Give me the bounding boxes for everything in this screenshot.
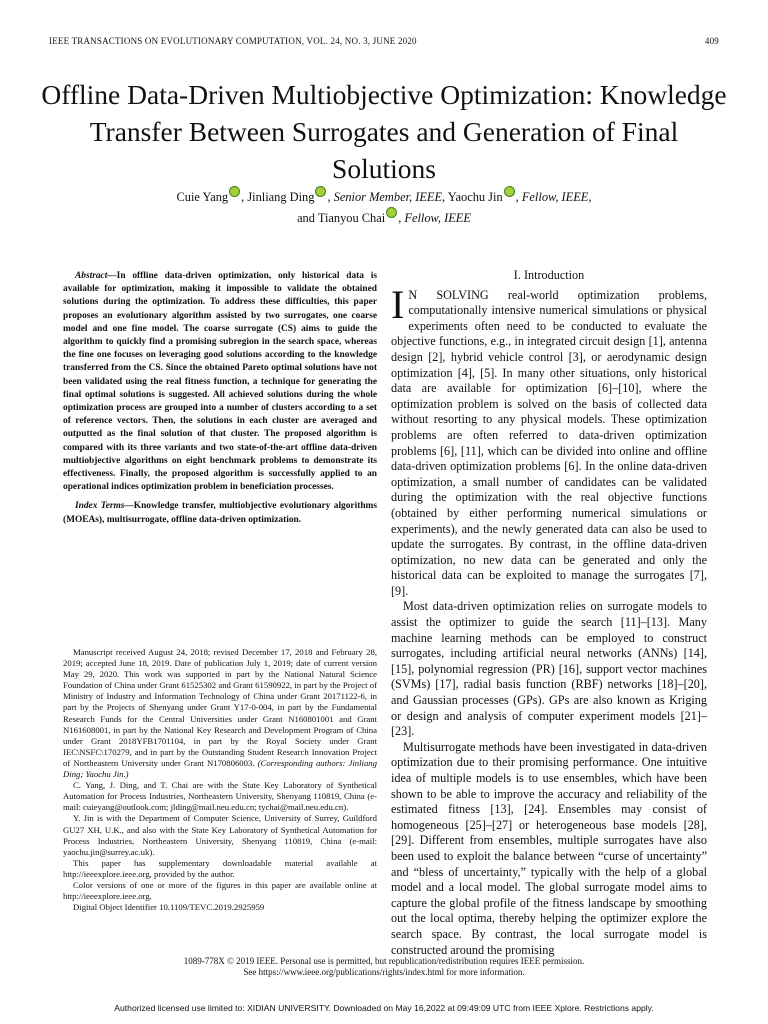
orcid-icon[interactable] xyxy=(229,186,240,197)
author-name: Cuie Yang xyxy=(176,190,229,204)
author-role: Fellow, IEEE xyxy=(521,190,589,204)
abstract xyxy=(63,270,377,494)
author-name: Yaochu Jin xyxy=(447,190,503,204)
footnote-doi: Digital Object Identifier 10.1109/TEVC.2019.2925959 xyxy=(73,902,265,913)
footnote-supplementary: This paper has supplementary downloadable material available at http://ieeexplore.ieee.org, provided by the author. xyxy=(63,857,377,879)
corresponding-authors: (Corresponding authors: Jinliang Ding; Yaochu Jin.) xyxy=(63,757,377,780)
orcid-icon[interactable] xyxy=(315,186,326,197)
paragraph-text: N SOLVING real-world optimization problems, computationally intensive numerical simulations or physical experiments often need to be conducted to evaluate the objective functions, e.g., in integrated circuit design [1], antenna design [2], hybrid vehicle control [3], or aerodynamic design optimization [4], [5]. In many other situations, only historical data are available for optimization [6]–[10], where the optimization problem is solved on the basis of collected data without resorting to any physical models. These optimization problems are often referred to data-driven optimization problems [6], [11], which can be divided into online and offline data-driven optimization problems [6]. In the online data-driven optimization, a small number of candidates can be validated during the optimization with the real objective functions (obtained by either performing numerical simulations or experiments), and the newly generated data can also be used to update the surrogates. By contrast, in the offline data-driven optimization, no new data can be generated and only the historical data can be exploited to manage the surrogates [7], [9]. xyxy=(391,287,707,598)
orcid-icon[interactable] xyxy=(504,186,515,197)
footnote-affiliation: Y. Jin is with the Department of Computer Science, University of Surrey, Guildford GU27 XH, U.K., and also with the State Key Laboratory of Synthetical Automation for Process Industries, Northeastern University, Shenyang 110819, China (e-mail: yaochu.jin@surrey.ac.uk). xyxy=(63,813,377,857)
page-number: 409 xyxy=(704,36,719,46)
paper-title: Offline Data-Driven Multiobjective Optimization: Knowledge Transfer Between Surrogates and Generation of Final Solutions xyxy=(41,79,727,184)
right-column xyxy=(391,268,707,958)
footnotes xyxy=(63,647,377,913)
author-role: Senior Member, IEEE xyxy=(333,190,443,204)
copyright-link-line: See https://www.ieee.org/publications/rights/index.html for more information. xyxy=(243,967,525,977)
index-terms-label: Index Terms— xyxy=(75,501,134,512)
intro-paragraph: Multisurrogate methods have been investigated in data-driven optimization due to their promising performance. One intuitive idea of multiple models is to use ensembles, which have been shown to be able to improve the accuracy and reliability of the estimated fitness [13], [24]. Ensembles may consist of homogeneous [25]–[27] or heterogeneous base models [28], [29]. Different from ensembles, multiple surrogates have also been used to exploit the balance between “curse of uncertainty” and “bless of uncertainty,” typically with the help of a global model and a local model. The global surrogate model aims to capture the global profile of the fitness landscape by smoothing out the local optima, thereby helping the optimizer explore the search space. By contrast, the local surrogate model is constructed around the promising xyxy=(391,739,707,957)
running-header xyxy=(49,36,719,46)
copyright-notice xyxy=(60,956,708,978)
intro-paragraph: Most data-driven optimization relies on surrogate models to assist the optimizer to guide the search [11]–[13]. Many machine learning methods can be employed to construct surrogates, including artificial neural networks (ANNs) [14], [15], polynomial regression (PR) [16], support vector machines (SVMs) [17], radial basis function (RBF) networks [18]–[20], and Gaussian processes (GPs). GPs are also known as Kriging or design and analysis of computer experiment models [21]–[23]. xyxy=(391,599,707,739)
footnote-affiliation: C. Yang, J. Ding, and T. Chai are with the State Key Laboratory of Synthetical Automation for Process Industries, Northeastern University, Shenyang 110819, China (e-mail: cuieyang@outlook.com; jlding@mail.neu.edu.cn; tychai@mail.neu.edu.cn). xyxy=(63,780,377,813)
author-name: Tianyou Chai xyxy=(317,211,386,225)
abstract-label: Abstract— xyxy=(75,271,117,281)
index-terms-text: Knowledge transfer, multiobjective evolutionary algorithms (MOEAs), multisurrogate, offline data-driven optimization. xyxy=(63,501,377,525)
drop-cap: I xyxy=(391,281,405,327)
author-role: Fellow, IEEE xyxy=(404,211,471,225)
copyright-line: 1089-778X © 2019 IEEE. Personal use is permitted, but republication/redistribution requires IEEE permission. xyxy=(183,956,585,966)
footnote-funding xyxy=(63,647,377,780)
left-column xyxy=(63,270,377,527)
section-heading: I. Introduction xyxy=(513,268,585,282)
license-footer: Authorized licensed use limited to: XIDIAN UNIVERSITY. Downloaded on May 16,2022 at 09:49:09 UTC from IEEE Xplore. Restrictions apply. xyxy=(114,1003,654,1013)
intro-paragraph xyxy=(391,281,707,600)
footnote-text: Manuscript received August 24, 2018; revised December 17, 2018 and February 28, 2019; accepted June 18, 2019. Date of publication July 1, 2019; date of current version May 29, 2020. This work was supported in part by the National Natural Science Foundation of China under Grant 61525302 and Grant 61590922, in part by the Project of Ministry of Industry and Information Technology of China under Grant 20171122-6, in part by the Projects of Shenyang under Grant Y17-0-004, in part by the Fundamental Research Funds for the Central Universities under Grant N160801001 and Grant N161608001, in part by the National Key Research and Development Program of China under Grant 2018YFB1701104, in part by the Royal Society under Grant IEC\NSFC\170279, and in part by the Outstanding Student Research Innovation Project of Northeastern University under Grant N170806003. xyxy=(63,647,377,768)
footnote-color: Color versions of one or more of the figures in this paper are available online at http://ieeexplore.ieee.org. xyxy=(63,879,377,902)
orcid-icon[interactable] xyxy=(386,207,397,218)
journal-name: IEEE TRANSACTIONS ON EVOLUTIONARY COMPUTATION, VOL. 24, NO. 3, JUNE 2020 xyxy=(49,36,417,46)
author-conjunction: and xyxy=(297,211,315,225)
author-name: Jinliang Ding xyxy=(247,190,315,204)
abstract-text: In offline data-driven optimization, only historical data is available for optimization, making it impossible to validate the obtained solutions during the optimization. To address these difficulties, this paper proposes an evolutionary algorithm assisted by two surrogates, one coarse model and one fine model. The coarse surrogate (CS) aims to guide the algorithm to quickly find a promising subregion in the search space, whereas the fine one focuses on leveraging good solutions according to the knowledge transferred from the CS. Since the obtained Pareto optimal solutions have not been validated using the real fitness function, a technique for generating the final optimal solutions is suggested. All achieved solutions during the whole optimization process are grouped into a number of clusters according to a set of reference vectors. Then, the solutions in each cluster are averaged and outputted as the final solution of that cluster. The proposed algorithm is compared with its three variants and two state-of-the-art offline data-driven multiobjective algorithms on eight benchmark problems to demonstrate its effectiveness. Finally, the proposed algorithm is successfully applied to an operational indices optimization problem in beneficiation processes. xyxy=(63,271,377,493)
index-terms xyxy=(63,500,377,526)
author-list: Cuie Yang , Jinliang Ding , Senior Member, IEEE, Yaochu Jin , Fellow, IEEE, and Tianyou Chai , Fellow, IEEE xyxy=(60,186,708,228)
